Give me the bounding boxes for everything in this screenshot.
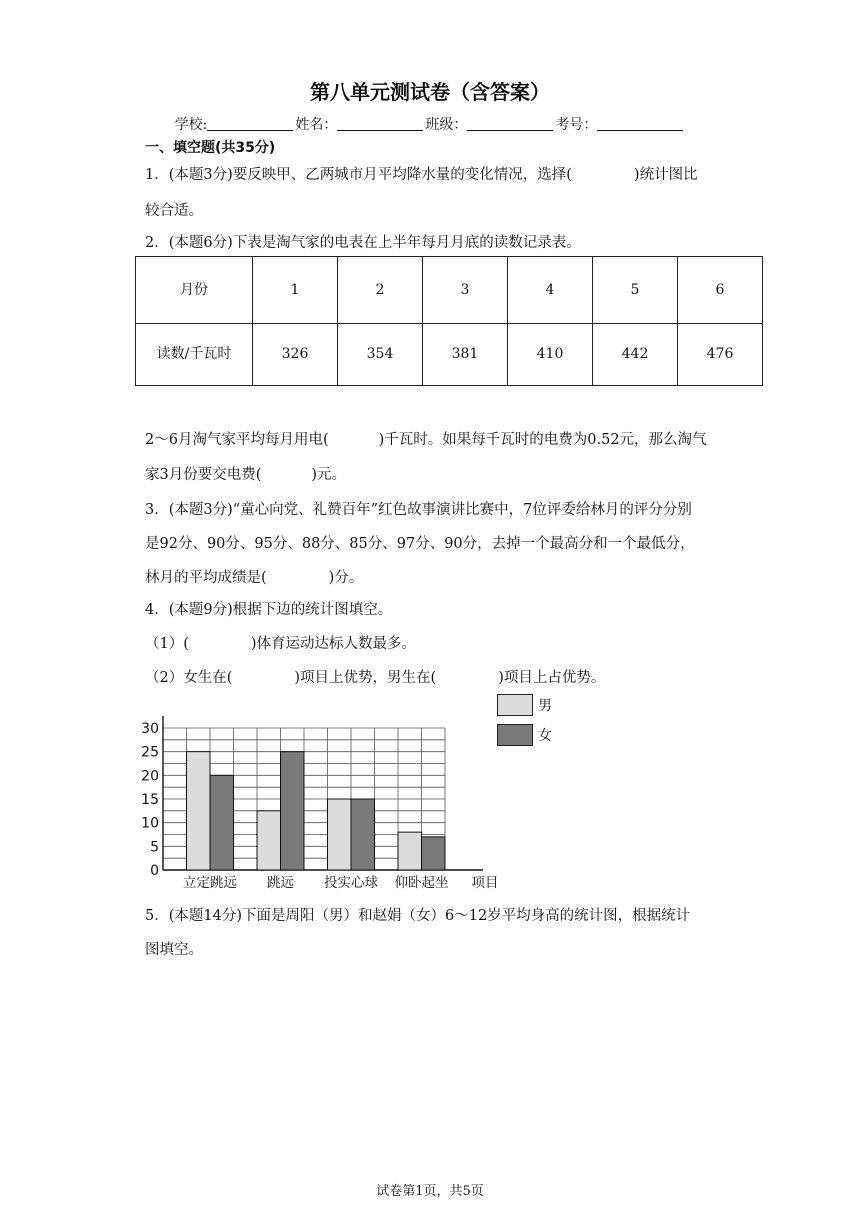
q1-text-b: )统计图比 bbox=[633, 167, 698, 183]
q2-text-line1 bbox=[145, 428, 707, 449]
legend-label-male: 男 bbox=[538, 698, 552, 714]
x-tick-label: 跳远 bbox=[267, 875, 294, 891]
table-cell: 476 bbox=[678, 323, 763, 385]
table-cell: 410 bbox=[508, 323, 593, 385]
student-info-line bbox=[0, 114, 860, 134]
q4-p2-text-c: )项目上占优势。 bbox=[498, 670, 606, 686]
q2-text-d: )元。 bbox=[311, 467, 347, 483]
table-head-reading: 读数/千瓦时 bbox=[136, 323, 253, 385]
q5-line2: 图填空。 bbox=[145, 942, 203, 958]
x-tick-label: 仰卧起坐 bbox=[394, 875, 449, 891]
bar-female bbox=[351, 799, 375, 870]
x-axis-label: 项目 bbox=[471, 875, 499, 891]
y-tick-label: 20 bbox=[141, 768, 159, 785]
q5-line1: 5．(本题14分)下面是周阳（男）和赵娟（女）6～12岁平均身高的统计图，根据统计 bbox=[145, 908, 691, 924]
page-footer: 试卷第1页，共5页 bbox=[376, 1184, 484, 1199]
bar-male bbox=[328, 799, 352, 870]
y-tick-label: 25 bbox=[141, 744, 159, 761]
bar-female bbox=[422, 837, 446, 870]
class-label: 班级： bbox=[425, 117, 468, 133]
q4-p2-text-a: （2）女生在( bbox=[145, 670, 233, 686]
y-tick-label: 0 bbox=[150, 863, 159, 879]
table-cell: 2 bbox=[338, 257, 423, 324]
meter-reading-table bbox=[135, 256, 763, 386]
bar-chart bbox=[140, 700, 530, 895]
table-row bbox=[136, 257, 763, 324]
q1-text-a: 1．(本题3分)要反映甲、乙两城市月平均降水量的变化情况，选择( bbox=[145, 167, 572, 183]
y-tick-label: 30 bbox=[141, 721, 159, 737]
x-tick-label: 立定跳远 bbox=[183, 875, 237, 891]
class-blank[interactable] bbox=[467, 116, 553, 131]
q4-intro: 4．(本题9分)根据下边的统计图填空。 bbox=[145, 602, 393, 618]
table-cell: 6 bbox=[678, 257, 763, 324]
y-tick-label: 10 bbox=[141, 815, 159, 832]
name-blank[interactable] bbox=[337, 116, 423, 131]
table-cell: 3 bbox=[423, 257, 508, 324]
legend-label-female: 女 bbox=[538, 728, 552, 744]
q2-text-b: )千瓦时。如果每千瓦时的电费为0.52元，那么淘气 bbox=[378, 432, 707, 448]
q1-line2: 较合适。 bbox=[145, 203, 203, 219]
q4-p1-text-a: （1）( bbox=[145, 636, 189, 652]
q4-p1-text-b: )体育运动达标人数最多。 bbox=[250, 636, 417, 652]
table-cell: 381 bbox=[423, 323, 508, 385]
bar-male bbox=[187, 752, 211, 870]
q2-text-c: 家3月份要交电费( bbox=[145, 467, 262, 483]
y-tick-label: 15 bbox=[141, 792, 159, 808]
table-cell: 326 bbox=[253, 323, 338, 385]
q3-line1: 3．(本题3分)“童心向党、礼赞百年”红色故事演讲比赛中，7位评委给林月的评分分别 bbox=[145, 502, 692, 518]
school-blank[interactable] bbox=[207, 116, 293, 131]
x-tick-label: 投实心球 bbox=[324, 875, 378, 891]
q3-line2: 是92分、90分、95分、88分、85分、97分、90分，去掉一个最高分和一个最低分， bbox=[145, 536, 695, 552]
q1-line1 bbox=[145, 163, 698, 184]
q3-text-b: )分。 bbox=[328, 570, 364, 586]
q2-text-a: 2～6月淘气家平均每月用电( bbox=[145, 432, 329, 448]
bar-male bbox=[257, 811, 281, 870]
table-cell: 4 bbox=[508, 257, 593, 324]
school-label: 学校: bbox=[174, 117, 208, 133]
q2-intro: 2．(本题6分)下表是淘气家的电表在上半年每月月底的读数记录表。 bbox=[145, 235, 581, 251]
page-title: 第八单元测试卷（含答案） bbox=[310, 80, 550, 104]
exam-no-label: 考号： bbox=[555, 117, 598, 133]
table-cell: 1 bbox=[253, 257, 338, 324]
bar-male bbox=[398, 832, 422, 870]
y-tick-label: 5 bbox=[150, 839, 159, 856]
section-heading: 一、填空题(共35分) bbox=[145, 140, 276, 156]
q4-part2 bbox=[145, 666, 605, 687]
table-head-month: 月份 bbox=[136, 257, 253, 324]
q2-text-line2 bbox=[145, 463, 346, 484]
table-cell: 354 bbox=[338, 323, 423, 385]
bar-female bbox=[281, 752, 305, 870]
table-cell: 5 bbox=[593, 257, 678, 324]
name-label: 姓名： bbox=[295, 117, 338, 133]
table-row bbox=[136, 323, 763, 385]
q4-p2-text-b: )项目上优势，男生在( bbox=[294, 670, 437, 686]
exam-no-blank[interactable] bbox=[597, 116, 683, 131]
q3-line3 bbox=[145, 566, 363, 587]
bar-female bbox=[210, 775, 234, 870]
q4-part1 bbox=[145, 632, 416, 653]
table-cell: 442 bbox=[593, 323, 678, 385]
q3-text-a: 林月的平均成绩是( bbox=[145, 570, 267, 586]
